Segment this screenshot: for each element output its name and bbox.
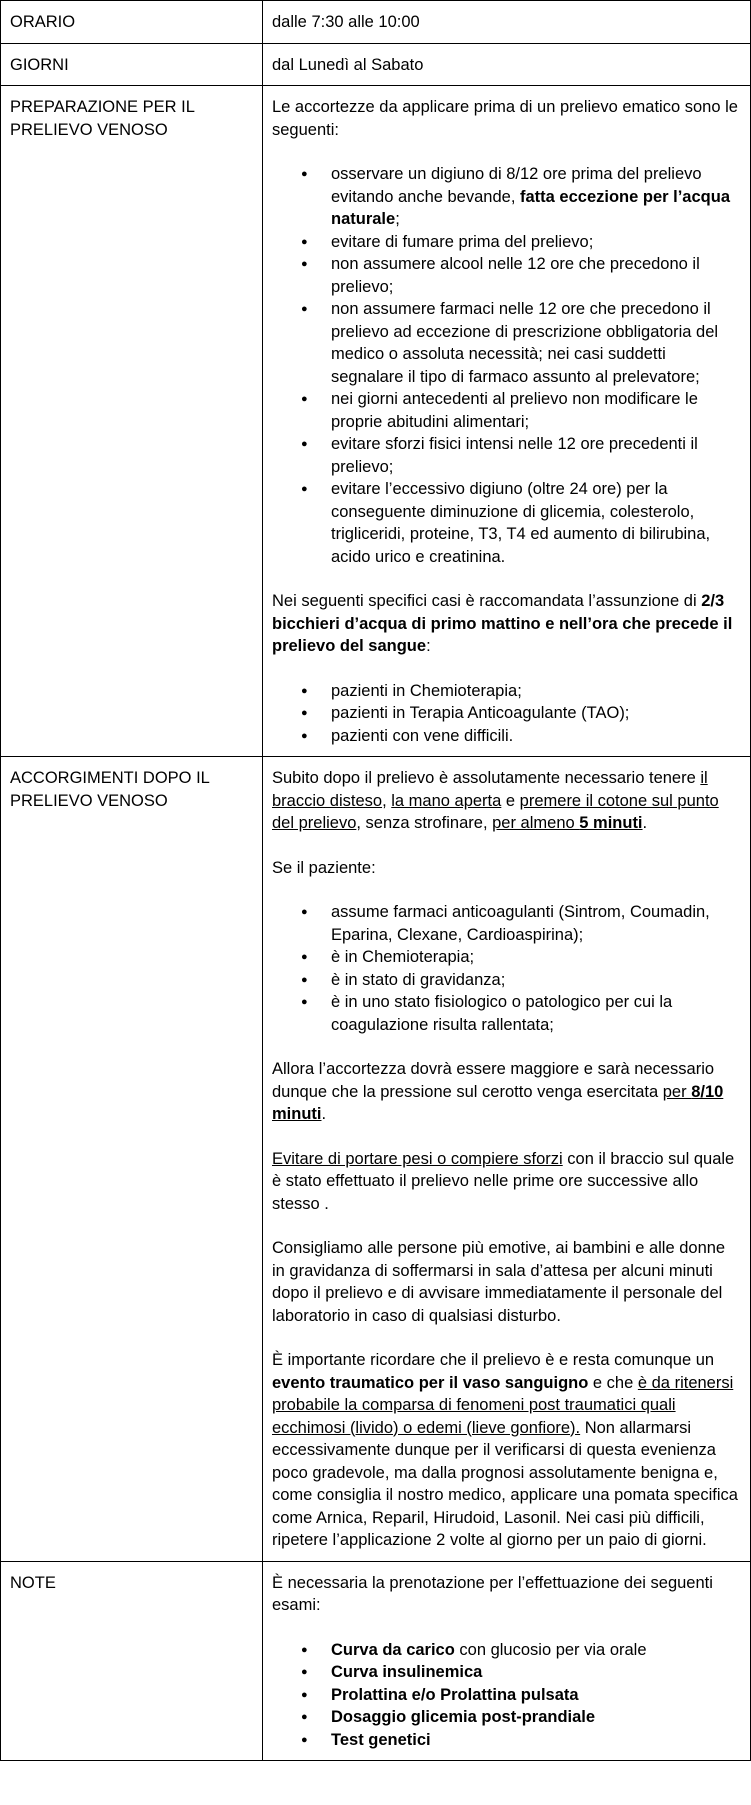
preparazione-intro: Le accortezze da applicare prima di un prelievo ematico sono le seguenti:: [272, 98, 738, 139]
label-accorgimenti: ACCORGIMENTI DOPO IL PRELIEVO VENOSO: [1, 757, 263, 1562]
underlined-text: [492, 814, 642, 832]
list-item: ● pazienti in Chemioterapia;: [331, 680, 741, 703]
bold-text: 5 minuti: [579, 814, 643, 832]
row-giorni: [1, 43, 751, 86]
accorgimenti-p5: Consigliamo alle persone più emotive, ai bambini e alle donne in gravidanza di soffermarsi in sala d’attesa per alcuni minuti dopo il prelievo e di avvisare immediatamente il personale del laboratorio in caso di qualsiasi disturbo.: [272, 1239, 726, 1325]
list-item: ● è in uno stato fisiologico o patologico per cui la coagulazione risulta rallentata;: [331, 991, 741, 1036]
text: osservare un digiuno di 8/12 ore prima del prelievo evitando anche bevande,: [331, 165, 702, 206]
underlined-text: il braccio disteso: [272, 769, 708, 810]
label-giorni: GIORNI: [1, 43, 263, 86]
row-note: [1, 1561, 751, 1761]
bold-text: 8/10 minuti: [272, 1082, 724, 1123]
underlined-text: premere il cotone sul punto del prelievo: [272, 791, 719, 832]
bold-text: Prolattina e/o Prolattina pulsata: [331, 1685, 579, 1704]
value-orario: dalle 7:30 alle 10:00: [263, 1, 751, 44]
text: Subito dopo il prelievo è assolutamente necessario tenere: [272, 769, 701, 787]
water-paragraph: [272, 590, 741, 658]
text: per: [662, 1082, 692, 1101]
text: Non allarmarsi eccessivamente dunque per il verificarsi di questa evenienza poco gradevole, ma dalla prognosi assolutamente benigna e, come consiglia il nostro medico, applicare una pomata specifica come Arnica, Reparil, Hirudoid, Lasonil. Nei casi più difficili, ripetere l’applicazione 2 volte al giorno per un paio di giorni.: [272, 1418, 738, 1549]
bold-text: Curva da carico: [331, 1640, 455, 1659]
content-accorgimenti: [263, 757, 751, 1562]
accorgimenti-p3: [272, 1058, 741, 1126]
label-note: NOTE: [1, 1561, 263, 1761]
bold-text: Dosaggio glicemia post-prandiale: [331, 1708, 596, 1726]
bold-text: Curva insulinemica: [331, 1663, 483, 1681]
accorgimenti-p1: [272, 767, 741, 835]
list-item: [331, 1706, 741, 1729]
row-preparazione: [1, 86, 751, 757]
text: .: [321, 1105, 327, 1123]
underlined-text: la mano aperta: [391, 791, 502, 810]
list-item: [331, 1661, 741, 1684]
underlined-text: è da ritenersi probabile la comparsa di fenomeni post traumatici quali ecchimosi (livido) o edemi (lieve gonfiore).: [272, 1373, 734, 1437]
list-item: ● non assumere farmaci nelle 12 ore che precedono il prelievo ad eccezione di prescrizione obbligatoria del medico o assoluta necessità; nei casi suddetti segnalare il tipo di farmaco assunto al prelevatore;: [331, 298, 741, 388]
list-item: [331, 1639, 741, 1662]
text: con glucosio per via orale: [454, 1640, 647, 1659]
list-item: ● assume farmaci anticoagulanti (Sintrom, Coumadin, Eparina, Clexane, Cardioaspirina);: [331, 901, 741, 946]
underlined-text: Evitare di portare pesi o compiere sforzi: [272, 1149, 563, 1168]
bold-text: 2/3 bicchieri d’acqua di primo mattino e nell’ora che precede il prelievo del sangue: [272, 592, 733, 655]
text: :: [426, 637, 431, 655]
list-item: [331, 1729, 741, 1752]
list-item: ● è in stato di gravidanza;: [331, 969, 741, 992]
text: ,: [382, 791, 392, 810]
accorgimenti-p6: [272, 1349, 741, 1552]
content-note: [263, 1561, 751, 1761]
accorgimenti-p2: Se il paziente:: [272, 858, 376, 877]
label-preparazione: PREPARAZIONE PER IL PRELIEVO VENOSO: [1, 86, 263, 757]
list-item: ● nei giorni antecedenti al prelievo non modificare le proprie abitudini alimentari;: [331, 388, 741, 433]
label-orario: ORARIO: [1, 1, 263, 44]
bold-text: evento traumatico per il vaso sanguigno: [272, 1373, 589, 1392]
text: Nei seguenti specifici casi è raccomandata l’assunzione di: [272, 592, 702, 610]
list-item: ● non assumere alcool nelle 12 ore che precedono il prelievo;: [331, 253, 741, 298]
note-intro: È necessaria la prenotazione per l’effettuazione dei seguenti esami:: [272, 1573, 713, 1614]
list-item: ● evitare l’eccessivo digiuno (oltre 24 ore) per la conseguente diminuzione di glicemia, colesterolo, trigliceridi, proteine, T3, T4 ed aumento di bilirubina, acido urico e creatinina.: [331, 478, 741, 568]
list-item: ● è in Chemioterapia;: [331, 946, 741, 969]
text: ;: [395, 210, 400, 228]
list-item: ● pazienti in Terapia Anticoagulante (TAO);: [331, 702, 741, 725]
content-preparazione: [263, 86, 751, 757]
note-list: [272, 1639, 741, 1752]
accorgimenti-p4: [272, 1148, 741, 1216]
water-cases-list: [272, 680, 741, 748]
row-accorgimenti: [1, 757, 751, 1562]
list-item: [331, 163, 741, 231]
value-giorni: dal Lunedì al Sabato: [263, 43, 751, 86]
list-item: ● evitare sforzi fisici intensi nelle 12 ore precedenti il prelievo;: [331, 433, 741, 478]
text: con il braccio sul quale è stato effettuato il prelievo nelle prime ore successive allo stesso .: [272, 1149, 735, 1213]
text: , senza strofinare,: [356, 814, 493, 832]
text: e che: [588, 1373, 638, 1392]
list-item: ● pazienti con vene difficili.: [331, 725, 741, 748]
bold-text: Test genetici: [331, 1730, 431, 1749]
list-item: [331, 1684, 741, 1707]
bold-text: fatta eccezione per l’acqua naturale: [331, 187, 730, 228]
preparazione-list: [272, 163, 741, 568]
text: per almeno: [492, 814, 580, 832]
text: e: [501, 791, 520, 810]
text: Allora l’accortezza dovrà essere maggiore e sarà necessario dunque che la pressione sul cerotto venga esercitata: [272, 1060, 715, 1101]
text: .: [642, 814, 648, 832]
accorgimenti-list: [272, 901, 741, 1036]
text: È importante ricordare che il prelievo è e resta comunque un: [272, 1351, 715, 1369]
list-item: ● evitare di fumare prima del prelievo;: [331, 231, 741, 254]
row-orario: [1, 1, 751, 44]
